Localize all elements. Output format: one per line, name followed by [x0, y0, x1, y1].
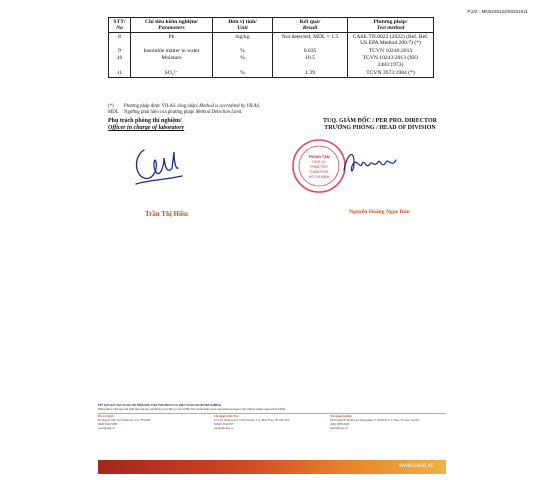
cell-no: 9 [109, 47, 131, 55]
note-mdl: MDL Ngưỡng phát hiện của phương pháp/ Method Detection Limit. [108, 110, 243, 115]
cell-no: 8 [109, 33, 131, 48]
cell-result: 0.035 [273, 47, 348, 55]
svg-text:PHÂN TÍCH: PHÂN TÍCH [310, 165, 328, 169]
page-reference: P.2/2 - MN0228122/00331811 [467, 9, 528, 14]
cell-result: 1.39 [273, 69, 348, 77]
lab-officer-name: Trần Thị Hiền [145, 210, 188, 218]
table-row [109, 33, 434, 48]
col-header-parameters: Chỉ tiêu kiểm nghiệm/ Parameters [131, 18, 213, 33]
cell-result: Not detected, MDL = 1.5 [273, 33, 348, 48]
col-header-method: Phương pháp/ Test method [348, 18, 434, 33]
lab-officer-title: Phụ trách phòng thí nghiệm/ Officer in charge of laboratory [108, 118, 185, 131]
note-accredited: (*) Phương pháp được VILAS công nhận/ Method is accredited by VILAS. [108, 104, 261, 109]
cell-parameter: Pb [131, 33, 213, 48]
cell-parameter: SO₄²⁻ [131, 69, 213, 77]
cell-no: 10 [109, 55, 131, 69]
col-header-result: Kết quả/ Result [273, 18, 348, 33]
lab-officer-signature [130, 140, 192, 188]
svg-text:TRUNG TÂM: TRUNG TÂM [308, 155, 330, 159]
cell-no: 11 [109, 69, 131, 77]
col-header-unit: Đơn vị tính/ Unit [213, 18, 273, 33]
cell-unit: % [213, 55, 273, 69]
table-row [109, 55, 434, 69]
cell-parameter: Insoluble matter in water [131, 47, 213, 55]
cell-unit: mg/kg [213, 33, 273, 48]
col-header-no: STT/ No [109, 18, 131, 33]
cell-result: 10.5 [273, 55, 348, 69]
table-row [109, 47, 434, 55]
cell-unit: % [213, 69, 273, 77]
footer-brand-band [98, 460, 446, 474]
footer-office-cantho: Chi nhánh Cần Thơ Lô 2-20, Đường số 6, KCN Trà Nóc 1, Q. Bình Thủy, TP. Cần Thơ (0292) 3744 567 cantho@case.vn [214, 415, 290, 430]
director-title: TUQ. GIÁM ĐỐC / PER PRO. DIRECTOR TRƯỞNG PHÒNG / HEAD OF DIVISION [323, 118, 437, 131]
svg-text:DỊCH VỤ: DỊCH VỤ [312, 160, 326, 164]
page-footer [98, 404, 446, 430]
svg-text:HỒ CHÍ MINH: HỒ CHÍ MINH [308, 175, 330, 179]
director-signature [340, 144, 400, 184]
svg-text:THÀNH PHỐ: THÀNH PHỐ [309, 170, 329, 174]
company-seal-stamp [291, 138, 347, 194]
footer-disclaimer: KẾT QUẢ NÀY CHỈ CÓ GIÁ TRỊ TRÊN MẪU THỬ/ THIS RESULT IS ONLY VALID ON TESTED SAMPLE Không được trích sao một phần kết quả này mà không có sự đồng ý của CASE/ This result shall not be reproduced except in full, without written approval of CASE. [98, 404, 286, 411]
results-table [108, 17, 434, 78]
footer-office-hcm: Trụ sở chính 02 Nguyễn Văn Thủ, P.Đa Kao, Q.1, TP.HCM (028) 3910 5358 case@case.vn [98, 415, 150, 430]
cell-unit: % [213, 47, 273, 55]
cell-method: TCVN 3973:1984 (*) [348, 69, 434, 77]
cell-method: CASE.TN.0022 (2022) (Ref. Ref. US EPA Method 200.7) (*) [348, 33, 434, 48]
table-row [109, 69, 434, 77]
footnotes [108, 104, 260, 116]
director-name: Nguyễn Hoàng Ngọc Hân [349, 209, 410, 215]
website-link[interactable]: www.case.vn [398, 463, 434, 469]
cell-method: TCVN 10240:2013 [348, 47, 434, 55]
footer-office-hanoi: Chi nhánh Hà Nội Số 10 Ngõ 30, Đường Lê Quang Đạo, P. Mỹ Đình 2, Q. Nam Từ Liêm, Hà Nội (024) 3555 2030 hanoi@case.vn [330, 415, 420, 430]
table-header-row [109, 18, 434, 33]
cell-method: TCVN 10243:2013 (ISO 2483:1973) [348, 55, 434, 69]
cell-parameter: Moisture [131, 55, 213, 69]
